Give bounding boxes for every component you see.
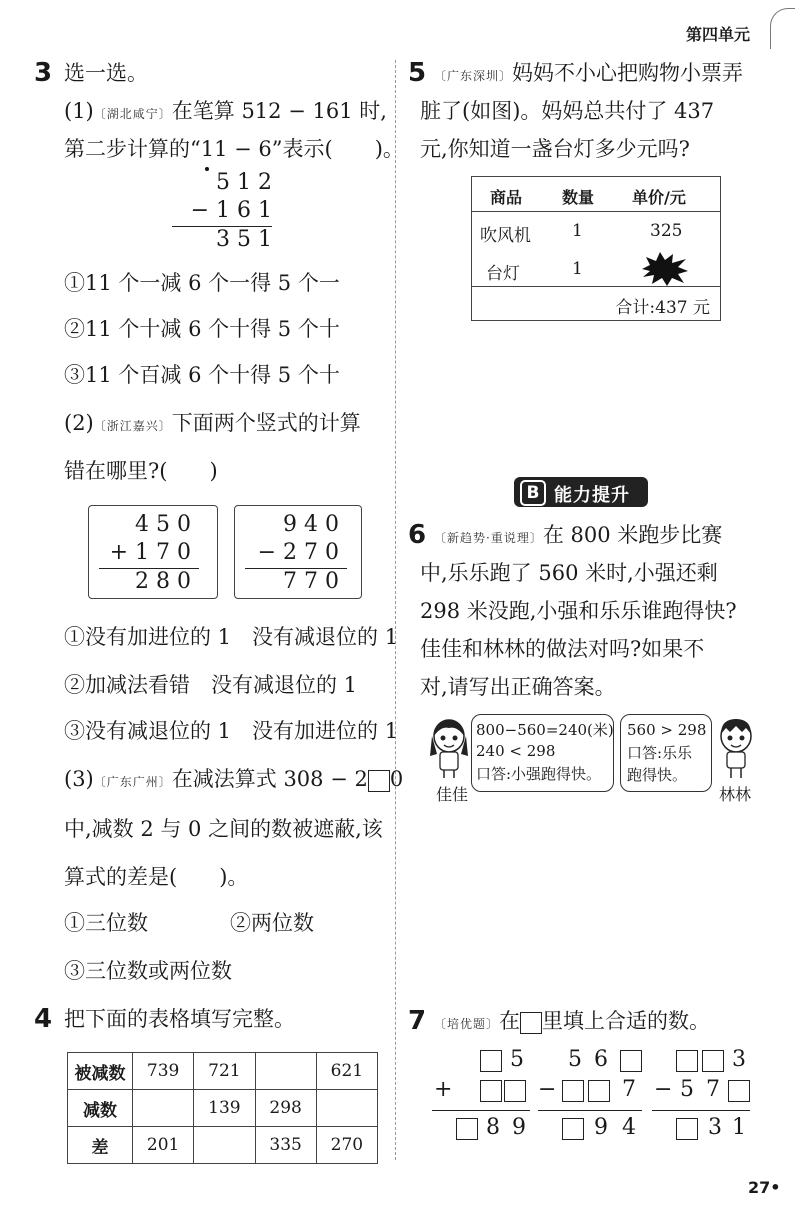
linlin-speech-bubble xyxy=(620,714,712,792)
puzzle-2 xyxy=(538,1044,644,1144)
puzzle-1 xyxy=(432,1044,532,1144)
table-cell: 621 xyxy=(316,1053,377,1090)
puzzle-digit: 5 xyxy=(568,1047,582,1072)
puzzle-operator: − xyxy=(538,1077,557,1102)
table-row xyxy=(68,1090,378,1127)
q6-text1: 在 800 米跑步比赛 xyxy=(542,523,723,547)
question-5-number: 5 xyxy=(408,58,427,88)
receipt-item-price: 325 xyxy=(650,221,683,241)
addition-calc-box xyxy=(88,505,218,599)
puzzle-digit: 3 xyxy=(732,1047,746,1072)
subtraction-table xyxy=(67,1052,378,1164)
q7-title-a: 在 xyxy=(499,1009,521,1033)
blank-box[interactable] xyxy=(562,1080,584,1102)
blank-box[interactable] xyxy=(728,1080,750,1102)
jiajia-speech-bubble xyxy=(471,714,614,792)
q5-line1 xyxy=(434,60,743,89)
calc-row-subtrahend: − 2 7 0 xyxy=(257,540,339,565)
receipt-header-price: 单价/元 xyxy=(632,188,686,207)
source-tag: 〔浙江嘉兴〕 xyxy=(93,419,172,433)
q3-part3-option-3[interactable]: ③三位数或两位数 xyxy=(64,959,232,983)
row-header: 被减数 xyxy=(68,1053,133,1090)
row-header: 差 xyxy=(68,1127,133,1164)
jiajia-line3: 口答:小强跑得快。 xyxy=(476,765,602,783)
section-b-banner xyxy=(514,477,648,507)
source-tag: 〔新趋势·重说理〕 xyxy=(434,531,543,545)
section-b-letter: B xyxy=(520,480,546,506)
linlin-name: 林林 xyxy=(719,785,752,804)
receipt-item-name: 吹风机 xyxy=(480,226,531,246)
linlin-boy-icon xyxy=(716,716,756,780)
calc-row-result: 3 5 1 xyxy=(216,227,272,252)
q6-line5: 对,请写出正确答案。 xyxy=(420,675,616,699)
table-cell-blank[interactable] xyxy=(255,1053,316,1090)
calc-row-subtrahend: − 1 6 1 xyxy=(190,198,272,223)
q3-part3-line1 xyxy=(64,766,403,795)
q5-text1: 妈妈不小心把购物小票弄 xyxy=(512,61,744,85)
puzzle-operator: − xyxy=(654,1077,673,1102)
q7-title xyxy=(434,1008,710,1037)
blank-box[interactable] xyxy=(676,1118,698,1140)
table-cell: 139 xyxy=(194,1090,255,1127)
table-cell: 721 xyxy=(194,1053,255,1090)
unit-title: 第四单元 xyxy=(686,25,751,44)
hidden-digit-box xyxy=(368,770,390,792)
calc-row-result: 7 7 0 xyxy=(283,569,339,594)
blank-box[interactable] xyxy=(562,1118,584,1140)
q3-part3-text1a: 在减法算式 308 − 2 xyxy=(171,767,368,791)
table-cell-blank[interactable] xyxy=(316,1090,377,1127)
puzzle-digit: 7 xyxy=(706,1077,720,1102)
table-cell: 335 xyxy=(255,1127,316,1164)
header-rule xyxy=(770,8,795,49)
q7-title-b: 里填上合适的数。 xyxy=(542,1009,711,1033)
q3-part1-text1: 在笔算 512 − 161 时, xyxy=(171,99,387,123)
table-cell: 739 xyxy=(133,1053,194,1090)
blank-box[interactable] xyxy=(480,1080,502,1102)
receipt-header-qty: 数量 xyxy=(562,188,595,207)
calc-line xyxy=(652,1110,750,1111)
table-cell-blank[interactable] xyxy=(194,1127,255,1164)
table-cell: 298 xyxy=(255,1090,316,1127)
calc-row-addend2: + 1 7 0 xyxy=(109,540,191,565)
linlin-line2: 口答:乐乐 xyxy=(627,744,693,762)
blank-box[interactable] xyxy=(480,1050,502,1072)
blank-box[interactable] xyxy=(588,1080,610,1102)
ink-stain-icon xyxy=(640,251,690,287)
table-cell: 270 xyxy=(316,1127,377,1164)
q3-part2-line2: 错在哪里?( ) xyxy=(64,459,218,483)
q3-part2-text1: 下面两个竖式的计算 xyxy=(171,411,361,435)
puzzle-operator: + xyxy=(434,1077,453,1102)
receipt-item-name: 台灯 xyxy=(486,264,520,284)
receipt-header-item: 商品 xyxy=(490,188,523,207)
source-tag: 〔湖北咸宁〕 xyxy=(93,107,172,121)
q3-part1-option-1[interactable]: ①11 个一减 6 个一得 5 个一 xyxy=(64,271,340,295)
q3-part3-option-2[interactable]: ②两位数 xyxy=(230,911,314,935)
jiajia-line1: 800−560=240(米) xyxy=(476,721,614,739)
calc-row-addend1: 4 5 0 xyxy=(135,512,191,537)
q3-part2-prefix: (2) xyxy=(64,411,94,435)
calc-line xyxy=(432,1110,530,1111)
source-tag: 〔广东深圳〕 xyxy=(434,69,513,83)
puzzle-digit: 9 xyxy=(512,1115,526,1140)
q3-part3-line2: 中,减数 2 与 0 之间的数被遮蔽,该 xyxy=(64,817,383,841)
q3-part3-option-1[interactable]: ①三位数 xyxy=(64,911,148,935)
puzzle-3 xyxy=(652,1044,752,1144)
blank-box[interactable] xyxy=(620,1050,642,1072)
linlin-line1: 560 > 298 xyxy=(627,721,707,739)
puzzle-digit: 8 xyxy=(486,1115,500,1140)
calc-row-result: 2 8 0 xyxy=(135,569,191,594)
q3-part1-option-3[interactable]: ③11 个百减 6 个十得 5 个十 xyxy=(64,363,340,387)
question-4-title: 把下面的表格填写完整。 xyxy=(64,1007,295,1031)
receipt-item-qty: 1 xyxy=(572,259,583,279)
puzzle-digit: 5 xyxy=(510,1047,524,1072)
question-6-number: 6 xyxy=(408,520,427,550)
q3-part3-line3: 算式的差是( )。 xyxy=(64,865,249,889)
page-dot: • xyxy=(770,1178,781,1197)
q6-line1 xyxy=(434,522,722,551)
q6-line3: 298 米没跑,小强和乐乐谁跑得快? xyxy=(420,599,737,623)
q3-part3-text1b: 0 xyxy=(389,767,404,791)
jiajia-girl-icon xyxy=(429,716,469,780)
q3-part2-option-2[interactable]: ②加减法看错 没有减退位的 1 xyxy=(64,673,358,697)
puzzle-digit: 1 xyxy=(732,1115,746,1140)
blank-box[interactable] xyxy=(456,1118,478,1140)
q3-part2-line1 xyxy=(64,410,361,439)
vertical-calc-512 xyxy=(172,170,272,255)
linlin-line3: 跑得快。 xyxy=(627,766,688,784)
receipt-total: 合计:437 元 xyxy=(615,298,710,318)
q5-line3: 元,你知道一盏台灯多少元吗? xyxy=(420,137,690,161)
calc-row-minuend: 5 1 2 xyxy=(216,170,272,195)
table-row xyxy=(68,1127,378,1164)
table-cell: 201 xyxy=(133,1127,194,1164)
q6-line4: 佳佳和林林的做法对吗?如果不 xyxy=(420,637,705,661)
jiajia-line2: 240 < 298 xyxy=(476,742,556,760)
question-4-number: 4 xyxy=(34,1004,53,1034)
puzzle-digit: 9 xyxy=(594,1115,608,1140)
table-row xyxy=(68,1053,378,1090)
section-b-label: 能力提升 xyxy=(554,485,630,506)
page-number xyxy=(748,1178,781,1197)
q3-part1-prefix: (1) xyxy=(64,99,94,123)
puzzle-digit: 7 xyxy=(622,1077,636,1102)
puzzle-digit: 4 xyxy=(622,1115,636,1140)
borrow-dot xyxy=(205,167,209,171)
blank-box[interactable] xyxy=(676,1050,698,1072)
calc-row-minuend: 9 4 0 xyxy=(283,512,339,537)
blank-box-icon xyxy=(520,1012,542,1034)
q3-part3-prefix: (3) xyxy=(64,767,94,791)
q3-part1-line2: 第二步计算的“11 − 6”表示( )。 xyxy=(64,137,404,161)
q5-line2: 脏了(如图)。妈妈总共付了 437 xyxy=(420,99,715,123)
puzzle-digit: 6 xyxy=(594,1047,608,1072)
row-header: 减数 xyxy=(68,1090,133,1127)
puzzle-digit: 5 xyxy=(680,1077,694,1102)
source-tag: 〔培优题〕 xyxy=(434,1017,500,1031)
calc-line xyxy=(538,1110,642,1111)
question-3-title: 选一选。 xyxy=(64,61,148,85)
jiajia-name: 佳佳 xyxy=(436,785,469,804)
question-3-number: 3 xyxy=(34,58,53,88)
subtraction-calc-box xyxy=(234,505,362,599)
question-7-number: 7 xyxy=(408,1006,427,1036)
column-divider xyxy=(395,60,396,1160)
q6-line2: 中,乐乐跑了 560 米时,小强还剩 xyxy=(420,561,718,585)
source-tag: 〔广东广州〕 xyxy=(93,775,172,789)
q3-part2-option-1[interactable]: ①没有加进位的 1 没有减退位的 1 xyxy=(64,625,399,649)
q3-part1-option-2[interactable]: ②11 个十减 6 个十得 5 个十 xyxy=(64,317,340,341)
blank-box[interactable] xyxy=(702,1050,724,1072)
blank-box[interactable] xyxy=(504,1080,526,1102)
receipt-rule xyxy=(472,211,720,212)
receipt-rule xyxy=(472,286,720,287)
page-number-value: 27 xyxy=(748,1178,771,1197)
q3-part2-option-3[interactable]: ③没有减退位的 1 没有加进位的 1 xyxy=(64,719,399,743)
puzzle-digit: 3 xyxy=(708,1115,722,1140)
receipt xyxy=(471,176,721,321)
table-cell-blank[interactable] xyxy=(133,1090,194,1127)
receipt-item-qty: 1 xyxy=(572,221,583,241)
q3-part1-line1 xyxy=(64,98,387,127)
